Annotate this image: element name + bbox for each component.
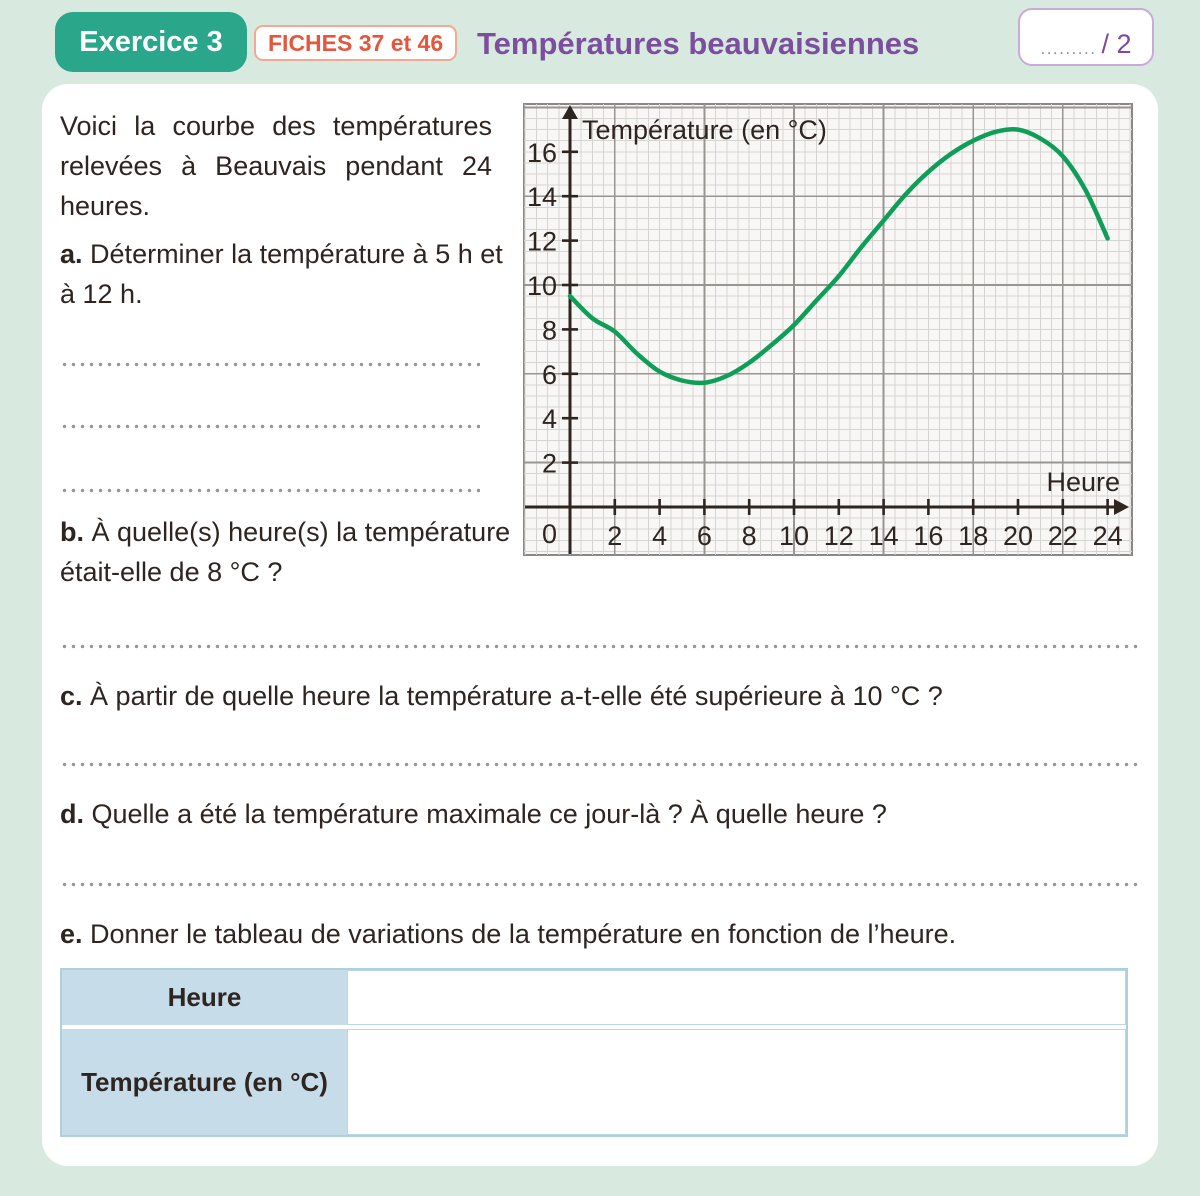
svg-text:6: 6 [541,359,557,390]
svg-text:24: 24 [1092,521,1123,551]
svg-text:14: 14 [526,182,557,213]
question-e-text: Donner le tableau de variations de la température en fonction de l’heure. [90,919,957,949]
answer-line-a-3[interactable] [60,488,480,493]
answer-line-c[interactable] [60,762,1138,767]
intro-text: Voici la courbe des températures relevées à Beauvais pendant 24 heures. [60,111,492,221]
temperature-chart-svg [523,103,1133,556]
table-row-temperature [62,1029,1126,1135]
table-header-temperature: Température (en °C) [62,1029,347,1135]
answer-line-b[interactable] [60,644,1138,649]
question-c [60,676,1140,716]
table-row-heure [62,970,1126,1025]
question-a-letter: a. [60,239,83,269]
svg-text:4: 4 [652,521,668,551]
question-c-letter: c. [60,681,83,711]
svg-text:10: 10 [778,521,810,551]
svg-text:14: 14 [868,521,899,551]
score-box[interactable] [1018,8,1154,66]
question-b [60,512,518,592]
svg-text:8: 8 [541,315,557,346]
exercise-badge-label: Exercice 3 [79,25,223,58]
svg-text:Température (en °C): Température (en °C) [582,115,827,145]
answer-line-d[interactable] [60,882,1138,887]
table-cell-temperature[interactable] [347,1029,1126,1135]
score-dots-field[interactable]: ......... [1040,39,1097,58]
svg-text:2: 2 [541,448,557,479]
fiches-chip-label: FICHES 37 et 46 [268,29,444,56]
score-max-value: / 2 [1101,29,1132,59]
svg-text:2: 2 [607,521,623,551]
question-d-text: Quelle a été la température maximale ce jour-là ? À quelle heure ? [91,799,887,829]
question-b-letter: b. [60,517,84,547]
svg-text:8: 8 [741,521,757,551]
svg-text:12: 12 [526,226,557,257]
page-title: Températures beauvaisiennes [477,26,920,61]
table-cell-heure[interactable] [347,970,1126,1025]
exercise-badge [55,12,247,72]
question-e-letter: e. [60,919,83,949]
svg-text:12: 12 [823,521,854,551]
svg-text:Heure: Heure [1046,467,1120,497]
question-a [60,234,512,314]
svg-text:6: 6 [696,521,712,551]
question-d-letter: d. [60,799,84,829]
svg-text:18: 18 [958,521,989,551]
variation-table [60,968,1128,1137]
question-a-text: Déterminer la température à 5 h et à 12 h. [60,239,503,309]
question-d [60,794,1140,834]
svg-text:16: 16 [526,137,557,168]
svg-text:22: 22 [1047,521,1078,551]
question-e [60,914,1140,954]
temperature-chart [523,103,1133,556]
svg-text:4: 4 [541,404,557,435]
fiches-chip [254,25,457,61]
answer-line-a-1[interactable] [60,362,480,367]
answer-line-a-2[interactable] [60,424,480,429]
content-panel [42,84,1158,1166]
question-c-text: À partir de quelle heure la température a-t-elle été supérieure à 10 °C ? [90,681,943,711]
table-header-heure: Heure [62,970,347,1025]
svg-text:10: 10 [526,271,557,301]
svg-text:16: 16 [913,521,944,551]
svg-text:20: 20 [1002,521,1034,551]
question-b-text: À quelle(s) heure(s) la température était-elle de 8 °C ? [60,517,511,587]
svg-text:0: 0 [541,519,557,549]
